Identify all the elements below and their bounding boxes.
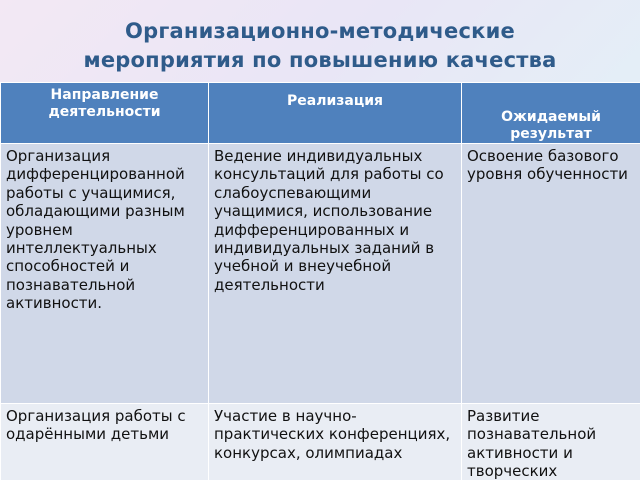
header-expected-result-label: Ожидаемый результат (501, 109, 601, 142)
cell-direction: Организация дифференцированной работы с учащимися, обладающими разным уровнем интеллектуальных способностей и познавательной активности. (1, 144, 209, 404)
cell-implementation: Участие в научно-практических конференциях, конкурсах, олимпиадах (209, 404, 462, 480)
cell-expected-result: Освоение базового уровня обученности (462, 144, 640, 404)
slide-title-line-1: Организационно-методические (125, 19, 515, 43)
header-direction (1, 83, 209, 144)
table-row (1, 144, 640, 404)
cell-implementation: Ведение индивидуальных консультаций для работы со слабоуспевающими учащимися, использование дифференцированных и индивидуальных заданий в учебной и внеучебной деятельности (209, 144, 462, 404)
table-header-row (1, 83, 640, 144)
header-expected-result (462, 83, 640, 144)
header-direction-label: Направление деятельности (48, 87, 161, 120)
slide-title (0, 17, 640, 75)
header-implementation-label: Реализация (286, 93, 384, 109)
header-implementation (209, 83, 462, 144)
slide-title-line-2: мероприятия по повышению качества (83, 48, 557, 72)
table-row (1, 404, 640, 480)
cell-direction: Организация работы с одарёнными детьми (1, 404, 209, 480)
measures-table (0, 82, 640, 480)
cell-expected-result: Развитие познавательной активности и творческих (462, 404, 640, 480)
